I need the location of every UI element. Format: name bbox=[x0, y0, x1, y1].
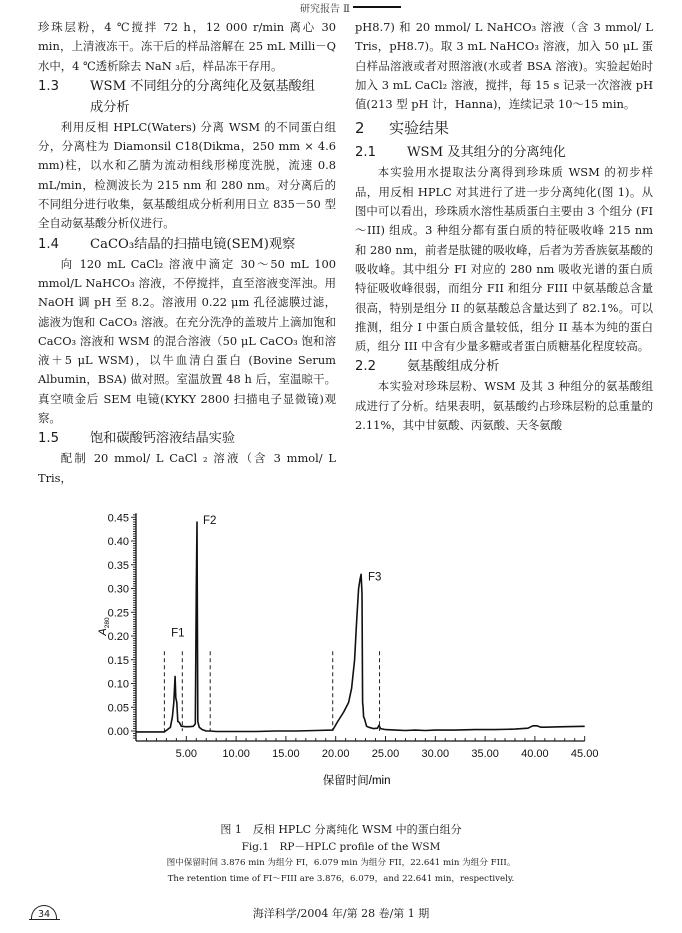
section-heading-1-4 bbox=[38, 234, 336, 255]
chromatogram-line bbox=[137, 522, 585, 732]
y-tick-label: 0.20 bbox=[107, 631, 129, 643]
y-tick-label: 0.30 bbox=[107, 583, 129, 596]
y-axis-label-sub: 280 bbox=[104, 617, 111, 629]
section-title-continued: 成分析 bbox=[90, 99, 130, 115]
page-number: 34 bbox=[31, 905, 57, 920]
figure-caption-en: Fig.1 RP－HPLC profile of the WSM bbox=[241, 841, 441, 853]
peak-label-f2: F2 bbox=[203, 515, 217, 527]
y-axis-label bbox=[97, 617, 111, 637]
section-title: 饱和碳酸钙溶液结晶实验 bbox=[90, 431, 236, 447]
y-tick-label: 0.40 bbox=[107, 536, 129, 548]
section-heading-2 bbox=[355, 116, 653, 140]
paragraph: pH8.7) 和 20 mmol/ L NaHCO₃ 溶液（含 3 mmol/ L Tris，pH8.7)。取 3 mL NaHCO₃ 溶液，加入 50 μL 蛋白样品溶液或者对照溶液(水或者 BSA 溶液)。实验起始时加入 3 mL CaCl₂ 溶液，搅拌，每 15 s 记录一次溶液 pH 值(213 型 pH 计，Hanna)，连续记录 10～15 min。 bbox=[355, 20, 653, 112]
section-number: 1.4 bbox=[38, 236, 59, 252]
x-tick-label: 45.00 bbox=[570, 748, 599, 760]
left-column bbox=[38, 18, 336, 488]
journal-footer: 海洋科学/2004 年/第 28 卷/第 1 期 bbox=[252, 907, 430, 920]
y-tick-label: 0.10 bbox=[107, 678, 129, 691]
section-number: 2.2 bbox=[355, 359, 376, 375]
paragraph: 向 120 mL CaCl₂ 溶液中滴定 30～50 mL 100 mmol/L NaHCO₃ 溶液，不停搅拌，直至溶液变浑浊。用 NaOH 调 pH 至 8.2。溶液用 0.22 μm 孔径滤膜过滤，滤液为饱和 CaCO₃ 溶液。在充分洗净的盖玻片上滴加饱和 CaCO₃ 溶液和 WSM 的混合溶液（50 μL CaCO₃ 饱和溶液＋5 μL WSM)，以牛血清白蛋白 (Bovine Serum Albumin，BSA) 做对照。室温放置 48 h 后，室温晾干。真空喷金后 SEM 电镜(KYKY 2800 扫描电子显微镜)观察。 bbox=[38, 256, 336, 426]
hplc-chart bbox=[60, 505, 620, 795]
running-head-underline bbox=[353, 0, 401, 8]
paragraph: 利用反相 HPLC(Waters) 分离 WSM 的不同蛋白组分，分离柱为 Diamonsil C18(Dikma，250 mm × 4.6 mm)柱，以水和乙腈为流动相线形梯度洗脱，流速 0.8 mL/min，检测波长为 215 nm 和 280 nm。对分离后的不同组分进行收集，氨基酸组成分析利用日立 835－50 型全自动氨基酸分析仪进行。 bbox=[38, 119, 336, 231]
peak-label-f3: F3 bbox=[368, 571, 382, 584]
paragraph: 本实验用水提取法分离得到珍珠质 WSM 的初步样品，用反相 HPLC 对其进行了进一步分离纯化(图 1)。从图中可以看出，珍珠质水溶性基质蛋白主要由 3 个组分 (FI～III) 组成。3 种组分都有蛋白质的特征吸收峰 215 nm 和 280 nm，前者是肽键的吸收峰，后者为芳香族氨基酸的吸收峰。其中组分 FI 对应的 280 nm 吸收光谱的蛋白质特征吸收峰很弱，而组分 FII 和组分 FIII 中氨基酸总含量很高，特别是组分 II 的氨基酸总含量达到了 82.1%。可以推测，组分 I 中蛋白质含量较低，组分 II 基本为纯的蛋白质，组分 III 中含有少量多糖或者蛋白质糖基化程度较高。 bbox=[355, 165, 653, 354]
y-axis-label-main: A bbox=[97, 628, 109, 636]
section-number: 1.3 bbox=[38, 78, 59, 94]
y-tick-label: 0.05 bbox=[107, 702, 129, 715]
paragraph: 珍珠层粉，4 ℃搅拌 72 h，12 000 r/min 离心 30 min，上清液冻干。冻干后的样品溶解在 25 mL Milli－Q 水中，4 ℃透析除去 NaN ₃后，样品冻干存用。 bbox=[38, 20, 336, 73]
fraction-boundaries bbox=[164, 651, 379, 731]
x-tick-label: 20.00 bbox=[321, 748, 350, 760]
x-tick-label: 30.00 bbox=[421, 748, 450, 760]
x-axis bbox=[136, 736, 598, 760]
peak-label-f1: F1 bbox=[171, 627, 185, 640]
peak-labels bbox=[171, 515, 381, 639]
figure-note-en: The retention time of FI～FIII are 3.876，6.079，and 22.641 min，respectively. bbox=[167, 874, 515, 884]
right-column bbox=[355, 18, 653, 435]
y-tick-label: 0.00 bbox=[107, 726, 129, 738]
section-title: CaCO₃结晶的扫描电镜(SEM)观察 bbox=[90, 236, 296, 252]
section-heading-1-5 bbox=[38, 428, 336, 449]
section-heading-1-3 bbox=[38, 76, 336, 118]
paragraph: 配制 20 mmol/ L CaCl ₂ 溶液（含 3 mmol/ L Tris， bbox=[38, 451, 336, 485]
running-head bbox=[300, 0, 401, 15]
y-tick-label: 0.35 bbox=[107, 559, 129, 572]
section-title: 氨基酸组成分析 bbox=[407, 359, 500, 375]
figure-note-cn: 图中保留时间 3.876 min 为组分 FI，6.079 min 为组分 FII，22.641 min 为组分 FIII。 bbox=[166, 858, 516, 868]
x-tick-label: 35.00 bbox=[471, 748, 499, 760]
x-tick-label: 40.00 bbox=[521, 748, 549, 760]
y-tick-label: 0.45 bbox=[107, 512, 129, 525]
paragraph: 本实验对珍珠层粉、WSM 及其 3 种组分的氨基酸组成进行了分析。结果表明，氨基酸约占珍珠层粉的总重量的 2.11%，其中甘氨酸、丙氨酸、天冬氨酸 bbox=[355, 379, 653, 433]
y-tick-label: 0.15 bbox=[107, 654, 129, 667]
section-title: 实验结果 bbox=[389, 119, 450, 138]
y-tick-label: 0.25 bbox=[107, 607, 129, 620]
section-heading-2-2 bbox=[355, 356, 653, 377]
x-tick-label: 25.00 bbox=[371, 748, 400, 760]
x-tick-label: 15.00 bbox=[272, 748, 300, 760]
section-title: WSM 及其组分的分离纯化 bbox=[407, 145, 566, 161]
running-head-text: 研究报告 Ⅱ bbox=[300, 4, 350, 15]
section-number: 2.1 bbox=[355, 145, 376, 161]
x-tick-label: 10.00 bbox=[222, 748, 250, 760]
section-heading-2-1 bbox=[355, 142, 653, 163]
section-number: 1.5 bbox=[38, 431, 59, 447]
figure-caption-cn: 图 1 反相 HPLC 分离纯化 WSM 中的蛋白组分 bbox=[220, 823, 462, 836]
x-axis-label: 保留时间/min bbox=[322, 775, 391, 787]
chart-svg bbox=[60, 505, 620, 795]
section-title: WSM 不同组分的分离纯化及氨基酸组 bbox=[90, 78, 315, 94]
y-axis bbox=[108, 512, 136, 741]
x-tick-label: 5.00 bbox=[175, 748, 198, 760]
section-number: 2 bbox=[355, 119, 365, 138]
